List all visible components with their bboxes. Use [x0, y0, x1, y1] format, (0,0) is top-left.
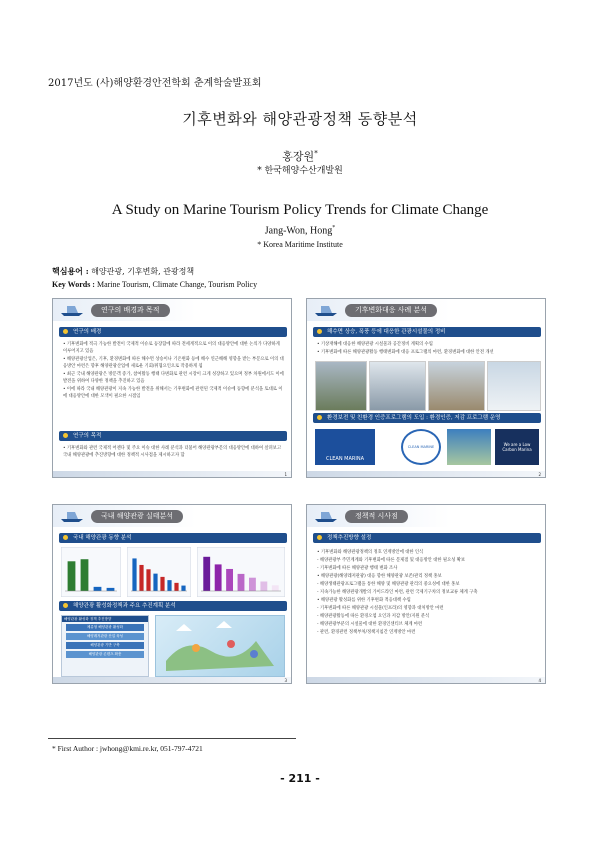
- chart-bar: [203, 557, 210, 591]
- slide-header: [307, 505, 545, 527]
- map-illustration-icon: [156, 616, 284, 676]
- chart-background: [127, 547, 191, 597]
- tourism-map-illustration: [155, 615, 285, 677]
- clean-marina-logo: [315, 429, 375, 465]
- slide-number: 3: [284, 678, 287, 683]
- chart-bar: [167, 580, 171, 591]
- diagram-item: 체류형 해양관광 활성화: [66, 624, 144, 631]
- slide-number: 2: [538, 472, 541, 477]
- conference-name: 2017년도 (사)해양환경안전학회 춘계학술발표회: [48, 78, 262, 89]
- ship-logo-icon: [59, 303, 85, 317]
- chart-bar: [146, 569, 150, 591]
- section-heading: 연구의 목적: [59, 431, 287, 441]
- chart-bar: [94, 587, 102, 591]
- logo-text: We are a Low Carbon Marina: [502, 442, 532, 452]
- low-carbon-marina-logo: [495, 429, 539, 465]
- bullet-item: - 기후변화에 따른 해양관광 행태 변화 조사: [317, 566, 398, 571]
- slide-footer: [53, 471, 291, 477]
- slide-1: [52, 298, 292, 478]
- slide-4: [306, 504, 546, 684]
- chart-bar: [174, 583, 178, 591]
- chart-bar: [272, 585, 279, 591]
- slide-number: 1: [284, 472, 287, 477]
- keywords-english-label: Key Words :: [52, 280, 95, 289]
- author-korean: [0, 148, 600, 164]
- chart-bar: [139, 565, 143, 591]
- bullet-item: • 최근 국내 해양관광은 방문객 증가, 참여활동 행태 다변화로 관련 시장이 크게 성장하고 있으며 정부 차원에서도 이에 발전을 위하여 다양한 정책을 추진하고 있음: [63, 372, 284, 384]
- bullet-list: [63, 445, 285, 460]
- bullet-item: - 해양관광부분의 시설물에 대한 환경인센티브 체계 마련: [317, 622, 423, 627]
- slide-title: 기후변화대응 사례 분석: [345, 304, 437, 317]
- chart-bar: [181, 586, 185, 591]
- keywords-korean-label: 핵심용어 :: [52, 266, 89, 276]
- bullet-item: • 기상재해에 대응한 해양관광 시설물과 공간정비 계획의 수립: [317, 342, 433, 347]
- chart-visitors: [61, 547, 121, 597]
- chart-bar: [226, 569, 233, 591]
- author-korean-mark: *: [314, 149, 318, 158]
- keywords-english-value: Marine Tourism, Climate Change, Tourism Policy: [96, 280, 258, 289]
- clean-marine-logo: [401, 429, 441, 465]
- chart-bar: [238, 574, 245, 591]
- bullet-item: - 해양생태관광프로그램을 통한 해양 및 해양관광 관리의 중요성에 대한 홍보: [317, 582, 460, 587]
- diagram-item: 해양관광 기반 구축: [66, 642, 144, 649]
- chart-bar: [132, 558, 136, 591]
- bullet-item: • 기후변화와 관련 국제적 어젠다 및 주요 이슈 대한 사례 분석과 더불어 해양관광부문의 대응방안에 대하여 살펴보고 국내 해양관광에 추진방향에 대한 정책적 시사점을 제시하고자 함: [63, 446, 282, 458]
- group-photo: [447, 429, 491, 465]
- slide-footer: [307, 471, 545, 477]
- bullet-item: • 기후변화에 따른 해양관광활동 행태변화에 대응 프로그램의 마련, 환경변화에 대한 안전 개선: [317, 350, 494, 355]
- keywords-korean: [52, 266, 194, 277]
- keywords-english: [52, 280, 257, 289]
- page-number: - 211 -: [280, 772, 320, 785]
- coastal-photo: [315, 361, 367, 411]
- bullet-item: • 해양관광 활성화를 위한 기후변화 적응대책 수립: [317, 598, 411, 603]
- slide-number: 4: [538, 678, 541, 683]
- bullet-item: • 이에 따라 국내 해양관광이 지속 가능한 발전을 위해서는 기후변화에 관련된 국제적 이슈에 동향에 분석을 토대로 이에 대응방안에 대한 모색이 필요한 시점임: [63, 387, 283, 399]
- footnote: * First Author : jwhong@kmi.re.kr, 051-797-4721: [52, 744, 203, 753]
- chart-bar: [160, 577, 164, 591]
- logo-text: CLEAN MARINE: [407, 445, 435, 449]
- seawall-photo: [369, 361, 426, 411]
- section-heading: 환경보전 및 친환경 인증프로그램의 도입 : 환경인증, 저감 프로그램 운영: [313, 413, 541, 423]
- bullet-item: - 해양관광부 주민계계와 기후변화에 따른 문제점 및 대응방안 대한 필요성 확보: [317, 558, 466, 563]
- ship-logo-icon: [59, 509, 85, 523]
- bullet-list: [317, 549, 539, 637]
- chart-bar: [215, 564, 222, 591]
- bullet-list: [317, 341, 539, 357]
- author-korean-name: 홍장원: [282, 150, 315, 163]
- chart-bar: [107, 588, 115, 591]
- ship-logo-icon: [313, 303, 339, 317]
- author-english-name: Jang-Won, Hong: [264, 225, 333, 237]
- bullet-item: • 기후변화에 적극 가능한 발전이 국제적 이슈로 등장함에 따라 전세계적으로 이의 대응방안에 대한 논의가 다양하게 이루어지고 있음: [63, 342, 280, 354]
- chart-bar: [68, 561, 76, 591]
- section-heading: 해양관광 활성화정책과 주요 추진계획 분석: [59, 601, 287, 611]
- slide-3: [52, 504, 292, 684]
- author-english-mark: *: [332, 225, 336, 231]
- ship-logo-icon: [313, 509, 339, 523]
- author-english: [0, 225, 600, 236]
- bullet-item: • 해양관광산업은, 기후, 환경변화에 따른 해수면 상승이나 기온변화 등에 해수 연근해해 영향을 받는 부문으로 이의 대응방안 마련은 향후 해양관광산업에 새로운 기회/위협요인으로 작용하게 됨: [63, 357, 284, 369]
- section-heading: 연구의 배경: [59, 327, 287, 337]
- diagram-item: 해양레저관광 산업 육성: [66, 633, 144, 640]
- paper-title-korean: 기후변화와 해양관광정책 동향분석: [182, 110, 418, 128]
- section-heading: 정책추진방향 설정: [313, 533, 541, 543]
- bullet-item: - 해양관광활동에 따른 환경오염 요인과 저감 방안/지원 분석: [317, 614, 430, 619]
- slide-header: [53, 299, 291, 321]
- diagram-header: 해양관광 활성화 정책 추진방향: [62, 616, 148, 622]
- diagram-item: 해양관광 콘텐츠 확충: [66, 651, 144, 658]
- harbor-photo: [428, 361, 485, 411]
- slide-title: 정책적 시사점: [345, 510, 408, 523]
- policy-diagram: [61, 615, 149, 677]
- chart-preferences: [197, 547, 285, 597]
- chart-bar: [249, 578, 256, 591]
- bullet-item: - 관련, 환경관련 정책부처/정책지침간 연계방안 마련: [317, 630, 416, 635]
- affiliation-english: * Korea Maritime Institute: [257, 240, 343, 249]
- section-heading: 국내 해양관광 동향 분석: [59, 533, 287, 543]
- slide-footer: [307, 677, 545, 683]
- bullet-item: • 해양관광(해양레저관광) 대응 향한 해양관광 보존/관리 정책 홍보: [317, 574, 442, 579]
- bullet-item: • 기후변화와 해양관광정책의 정호 연계방안에 대한 인식: [317, 550, 424, 555]
- keywords-korean-value: 해양관광, 기후변화, 관광정책: [91, 267, 195, 276]
- section-heading: 해수면 상승, 폭풍 등에 대응한 관광시설물의 정비: [313, 327, 541, 337]
- paper-title-english: A Study on Marine Tourism Policy Trends for Climate Change: [111, 202, 489, 218]
- affiliation-korean: * 한국해양수산개발원: [257, 166, 343, 176]
- bullet-list: [63, 341, 285, 401]
- logo-text: CLEAN MARINA: [325, 456, 365, 462]
- chart-activities: [127, 547, 191, 597]
- bullet-item: - 지속가능한 해양관광개발의 가이드라인 마련, 관련 국제기구차의 정보교류 체계 구축: [317, 590, 478, 595]
- slide-2: [306, 298, 546, 478]
- slide-title: 국내 해양관광 실태분석: [91, 510, 183, 523]
- slide-footer: [53, 677, 291, 683]
- yacht-photo: [487, 361, 541, 411]
- footnote-divider: [48, 738, 296, 739]
- slide-title: 연구의 배경과 목적: [91, 304, 170, 317]
- chart-bar: [81, 559, 89, 591]
- chart-bar: [153, 574, 157, 591]
- bullet-item: - 기후변화에 따른 해양관광 시설물(인프라)의 영향과 대처방안 마련: [317, 606, 444, 611]
- chart-bar: [260, 582, 267, 592]
